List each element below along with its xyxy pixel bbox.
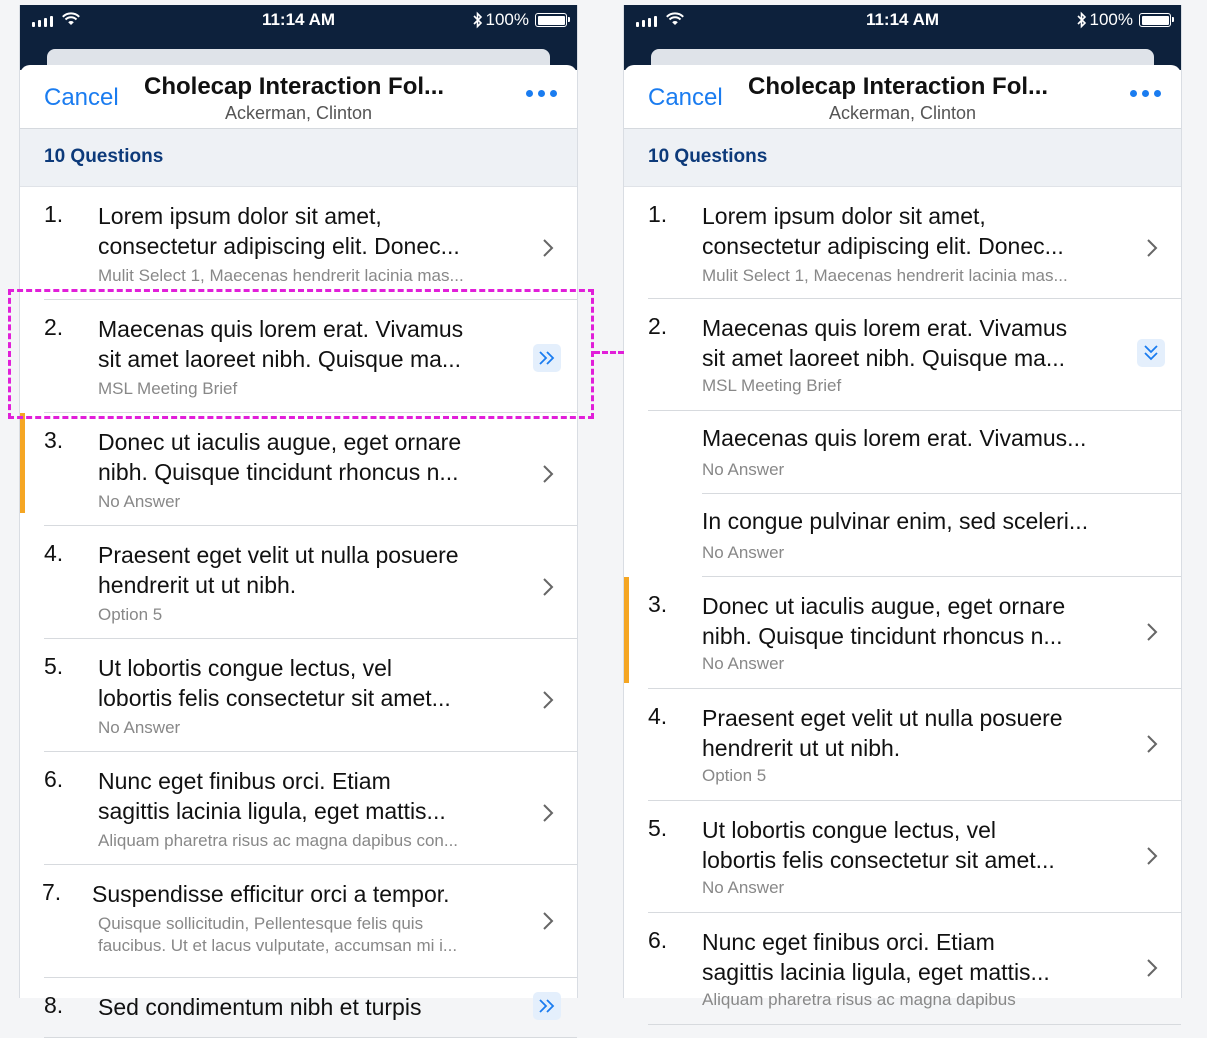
battery-percent: 100% (485, 10, 529, 29)
question-row-flagged[interactable] (20, 413, 577, 526)
chevron-right-icon[interactable] (541, 803, 555, 823)
answer-line: Option 5 (98, 605, 163, 624)
question-answer (98, 491, 529, 513)
question-number: 4. (44, 540, 64, 566)
question-text-line: Maecenas quis lorem erat. Vivamus (702, 315, 1068, 341)
question-number: 2. (648, 313, 668, 339)
question-number: 7. (42, 879, 62, 905)
sub-question-answer (702, 459, 1133, 481)
question-text-line: Praesent eget velit ut nulla posuere (702, 705, 1063, 731)
status-time: 11:14 AM (261, 10, 336, 29)
question-text (98, 992, 529, 1022)
question-text (702, 591, 1133, 651)
chevron-right-icon[interactable] (541, 464, 555, 484)
sub-question-text (702, 423, 1151, 453)
question-answer (98, 913, 529, 957)
chevron-right-icon[interactable] (541, 577, 555, 597)
phone-screen-expanded (623, 5, 1182, 1009)
status-time: 11:14 AM (865, 10, 940, 29)
battery-percent: 100% (1089, 10, 1133, 29)
question-text (702, 313, 1133, 373)
question-row[interactable] (20, 978, 577, 1038)
answer-line: No Answer (98, 492, 181, 511)
question-text-line: sit amet laoreet nibh. Quisque ma... (702, 345, 1066, 371)
question-number: 6. (44, 766, 64, 792)
question-number: 1. (648, 201, 668, 227)
nav-title: Cholecap Interaction Fol... (748, 73, 1049, 100)
answer-line: Quisque sollicitudin, Pellentesque felis quis (98, 914, 424, 933)
question-text (702, 815, 1133, 875)
question-text-line: lobortis felis consectetur sit amet... (702, 847, 1055, 873)
question-text-line: Nunc eget finibus orci. Etiam (98, 768, 391, 794)
question-text-line: nibh. Quisque tincidunt rhoncus n... (98, 459, 459, 485)
question-number: 4. (648, 703, 668, 729)
chevron-right-icon[interactable] (1145, 622, 1159, 642)
question-answer (98, 378, 529, 400)
nav-subtitle: Ackerman, Clinton (828, 103, 977, 123)
question-text-line: Maecenas quis lorem erat. Vivamus (98, 316, 464, 342)
battery-icon (1139, 13, 1171, 27)
double-chevron-down-icon[interactable] (1137, 339, 1165, 367)
question-number: 3. (44, 427, 64, 453)
question-number: 5. (648, 815, 668, 841)
question-list (624, 187, 1181, 1025)
question-text (98, 427, 529, 487)
answer-line: MSL Meeting Brief (98, 379, 238, 398)
more-options-icon[interactable] (526, 90, 557, 97)
answer-line: No Answer (98, 718, 181, 737)
sub-question-text (702, 506, 1151, 536)
sub-question-row[interactable] (624, 411, 1181, 494)
cancel-button[interactable]: Cancel (648, 84, 723, 111)
chevron-right-icon[interactable] (1145, 958, 1159, 978)
question-text-line: hendrerit ut ut nibh. (98, 572, 297, 598)
question-answer (702, 653, 1133, 675)
flag-indicator (624, 577, 629, 683)
flag-indicator (20, 413, 25, 513)
question-list (20, 187, 577, 1038)
question-row-expandable[interactable] (20, 300, 577, 413)
question-text (98, 540, 529, 600)
sub-question-line: In congue pulvinar enim, sed sceleri... (702, 508, 1089, 534)
status-bar (624, 5, 1181, 70)
question-text (702, 201, 1133, 261)
question-answer (702, 989, 1133, 1011)
double-chevron-right-icon[interactable] (533, 344, 561, 372)
answer-line: MSL Meeting Brief (702, 376, 842, 395)
question-row[interactable] (624, 689, 1181, 801)
question-text (702, 703, 1133, 763)
question-row-flagged[interactable] (624, 577, 1181, 689)
question-answer (702, 375, 1133, 397)
answer-line: No Answer (702, 460, 785, 479)
bluetooth-icon (1077, 12, 1087, 28)
chevron-right-icon[interactable] (1145, 238, 1159, 258)
question-row[interactable] (20, 865, 577, 978)
question-answer (98, 717, 529, 739)
questions-count-label: 10 Questions (44, 146, 164, 167)
answer-line: Mulit Select 1, Maecenas hendrerit lacinia mas... (98, 266, 464, 285)
status-right (1077, 10, 1171, 30)
phone-screen-collapsed (19, 5, 578, 1020)
answer-line: Aliquam pharetra risus ac magna dapibus con... (98, 831, 459, 850)
sub-question-line: Maecenas quis lorem erat. Vivamus... (702, 425, 1087, 451)
question-text-line: Sed condimentum nibh et turpis (98, 994, 422, 1020)
question-text (98, 201, 529, 261)
answer-line: faucibus. Ut et lacus vulputate, accumsan mi i... (98, 936, 458, 955)
nav-bar (624, 65, 1181, 129)
question-text-line: nibh. Quisque tincidunt rhoncus n... (702, 623, 1063, 649)
battery-icon (535, 13, 567, 27)
question-answer (702, 877, 1133, 899)
question-answer (98, 604, 529, 626)
question-text-line: Ut lobortis congue lectus, vel (702, 817, 997, 843)
question-text (98, 314, 529, 374)
answer-line: No Answer (702, 878, 785, 897)
question-row[interactable] (624, 187, 1181, 299)
question-text (98, 766, 529, 826)
question-answer (702, 265, 1133, 287)
question-text-line: Ut lobortis congue lectus, vel (98, 655, 393, 681)
chevron-right-icon[interactable] (541, 911, 555, 931)
nav-title: Cholecap Interaction Fol... (144, 73, 445, 100)
question-row[interactable] (20, 187, 577, 300)
question-text (98, 653, 529, 713)
question-text-line: sit amet laoreet nibh. Quisque ma... (98, 346, 462, 372)
sub-question-answer (702, 542, 1133, 564)
question-row[interactable] (20, 526, 577, 639)
status-right (473, 10, 567, 30)
chevron-right-icon[interactable] (1145, 846, 1159, 866)
question-answer (702, 765, 1133, 787)
answer-line: No Answer (702, 654, 785, 673)
chevron-right-icon[interactable] (1145, 734, 1159, 754)
bluetooth-icon (473, 12, 483, 28)
question-text-line: sagittis lacinia ligula, eget mattis... (702, 959, 1050, 985)
chevron-right-icon[interactable] (541, 690, 555, 710)
nav-bar (20, 65, 577, 129)
question-text-line: Praesent eget velit ut nulla posuere (98, 542, 459, 568)
answer-line: Option 5 (702, 766, 767, 785)
question-text-line: Donec ut iaculis augue, eget ornare (702, 593, 1066, 619)
sub-question-row[interactable] (624, 494, 1181, 577)
question-text-line: Nunc eget finibus orci. Etiam (702, 929, 995, 955)
more-options-icon[interactable] (1130, 90, 1161, 97)
nav-subtitle: Ackerman, Clinton (224, 103, 373, 123)
question-row-expanded[interactable] (624, 299, 1181, 411)
question-text-line: Suspendisse efficitur orci a tempor. (92, 881, 450, 907)
question-text-line: lobortis felis consectetur sit amet... (98, 685, 451, 711)
question-number: 6. (648, 927, 668, 953)
answer-line: Mulit Select 1, Maecenas hendrerit lacinia mas... (702, 266, 1068, 285)
questions-count-header (20, 129, 577, 187)
answer-line: No Answer (702, 543, 785, 562)
question-text (702, 927, 1133, 987)
chevron-right-icon[interactable] (541, 238, 555, 258)
question-number: 2. (44, 314, 64, 340)
status-bar (20, 5, 577, 70)
question-text (92, 879, 529, 909)
question-text-line: Lorem ipsum dolor sit amet, (98, 203, 382, 229)
question-text-line: consectetur adipiscing elit. Donec... (98, 233, 460, 259)
question-text-line: consectetur adipiscing elit. Donec... (702, 233, 1064, 259)
question-number: 1. (44, 201, 64, 227)
question-answer (98, 830, 529, 852)
cancel-button[interactable]: Cancel (44, 84, 119, 111)
question-row[interactable] (624, 913, 1181, 1025)
questions-count-label: 10 Questions (648, 146, 768, 167)
question-text-line: Donec ut iaculis augue, eget ornare (98, 429, 462, 455)
question-number: 3. (648, 591, 668, 617)
question-text-line: sagittis lacinia ligula, eget mattis... (98, 798, 446, 824)
answer-line: Aliquam pharetra risus ac magna dapibus (702, 990, 1016, 1009)
question-text-line: hendrerit ut ut nibh. (702, 735, 901, 761)
questions-count-header (624, 129, 1181, 187)
question-row[interactable] (20, 752, 577, 865)
question-answer (98, 265, 529, 287)
question-number: 8. (44, 992, 64, 1018)
question-row[interactable] (624, 801, 1181, 913)
double-chevron-right-icon[interactable] (533, 992, 561, 1020)
question-text-line: Lorem ipsum dolor sit amet, (702, 203, 986, 229)
callout-connector (594, 351, 624, 354)
question-row[interactable] (20, 639, 577, 752)
question-number: 5. (44, 653, 64, 679)
